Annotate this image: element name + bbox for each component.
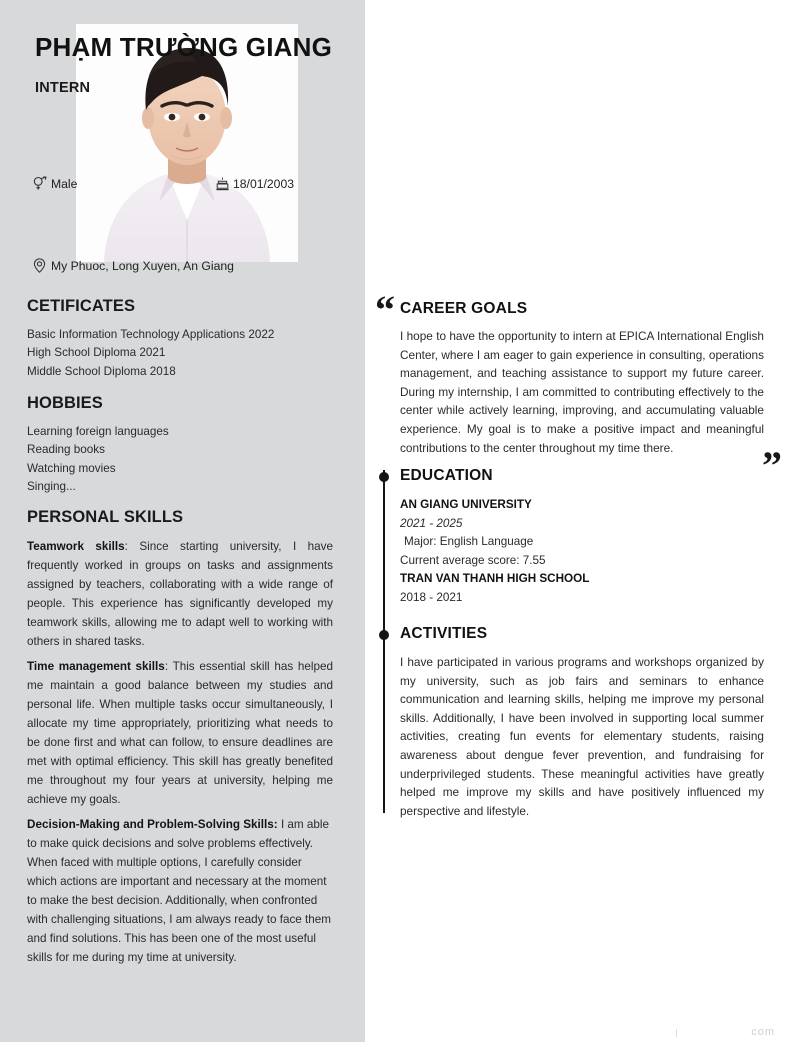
list-item: Learning foreign languages — [27, 425, 169, 439]
page-title: PHẠM TRƯỜNG GIANG — [35, 32, 333, 62]
sidebar — [0, 0, 365, 1042]
info-gender-value: Male — [51, 176, 78, 191]
watermark: com — [751, 1026, 775, 1038]
skill-text: Since starting university, I have frequently worked in groups on tasks and assignments assigned by teachers, collaborating with a wide range of people. This experience has significantly developed my teamwork skills, allowing me to adapt well to working with others in shared tasks. — [27, 540, 334, 649]
info-gender — [33, 176, 216, 191]
career-goals-body: I hope to have the opportunity to intern at EPICA International English Center, where I am eager to gain experience in consulting, operations management, and teaching assistance to support my future career. During my internship, I am committed to contributing effectively to the center while actively learning, improving, and accumulating valuable experience. My goal is to make a positive impact and meaningful contributions to the center throughout my time there. — [400, 329, 764, 455]
certificates-list — [27, 326, 337, 381]
section-personal-skills — [27, 508, 337, 967]
skill-text: This essential skill has helped me maintain a good balance between my studies and personal life. When multiple tasks occur simultaneously, I allocate my time appropriately, prioritizing what needs to be done first and what can follow, to ensure deadlines are met with optimal efficiency. This skill has greatly benefited me throughout my four years at university, helping me achieve my goals. — [27, 660, 333, 807]
certificates-heading: CETIFICATES — [27, 297, 136, 315]
skill-label: Time management skills — [27, 660, 165, 674]
education-school: TRAN VAN THANH HIGH SCHOOL — [400, 572, 590, 585]
timeline-dot-activities — [379, 630, 389, 640]
map-pin-icon — [33, 258, 46, 273]
info-address — [33, 258, 234, 273]
education-entries — [400, 496, 764, 607]
list-item: Singing... — [27, 480, 76, 494]
timeline-dot-education — [379, 472, 389, 482]
quote-open-icon: “ — [375, 287, 394, 332]
education-years: 2021 - 2025 — [400, 516, 463, 530]
list-item: High School Diploma 2021 — [27, 346, 166, 360]
timeline-line — [383, 470, 385, 813]
list-item: Watching movies — [27, 461, 116, 475]
personal-skills-heading: PERSONAL SKILLS — [27, 508, 184, 526]
education-major: Major: English Language — [404, 535, 534, 548]
education-title: EDUCATION — [400, 467, 493, 484]
skill-teamwork — [27, 537, 333, 651]
gender-male-female-icon — [33, 176, 47, 191]
activities-title: ACTIVITIES — [400, 625, 488, 642]
hobbies-list — [27, 423, 337, 496]
hobbies-heading: HOBBIES — [27, 394, 103, 412]
list-item: Reading books — [27, 443, 105, 457]
career-goals-title: CAREER GOALS — [400, 300, 528, 317]
list-item: Middle School Diploma 2018 — [27, 364, 176, 378]
list-item: Basic Information Technology Applications 2022 — [27, 328, 275, 342]
section-hobbies — [27, 394, 337, 496]
education-years: 2018 - 2021 — [400, 590, 463, 604]
education-school: AN GIANG UNIVERSITY — [400, 498, 532, 511]
skill-separator: : — [164, 660, 173, 674]
education-score: Current average score: 7.55 — [400, 553, 546, 567]
info-address-value: My Phuoc, Long Xuyen, An Giang — [51, 258, 234, 273]
quote-close-icon: ” — [762, 443, 781, 488]
skill-label: Teamwork skills — [27, 540, 125, 554]
personal-info-row — [33, 176, 423, 191]
info-birthday — [216, 176, 294, 191]
birthday-cake-icon — [216, 177, 229, 191]
skill-time-management — [27, 657, 333, 809]
skill-decision-making — [27, 815, 333, 967]
skill-label: Decision-Making and Problem-Solving Skills: — [27, 818, 278, 832]
skill-separator: : — [124, 540, 140, 554]
info-birthday-value: 18/01/2003 — [233, 176, 294, 191]
section-certificates — [27, 297, 337, 381]
activities-body: I have participated in various programs and workshops organized by my university, such as job fairs and seminars to enhance communication and learning skills, helping me improve my personal skills. Additionally, I have been involved in supporting local summer activities, creating fun events for elementary students, raising awareness about dengue fever prevention, and fundraising for underprivileged students. These meaningful activities have greatly helped me improve my skills and have positively influenced my perspective and lifestyle. — [400, 655, 764, 818]
job-title: INTERN — [35, 80, 91, 96]
skill-text: I am able to make quick decisions and solve problems effectively. When faced with multiple options, I carefully consider which actions are important and necessary at the moment to make the best decision. Additionally, when confronted with challenging situations, I am always ready to face them and find solutions. This has been one of the most useful skills for me during my time at university. — [27, 818, 332, 965]
